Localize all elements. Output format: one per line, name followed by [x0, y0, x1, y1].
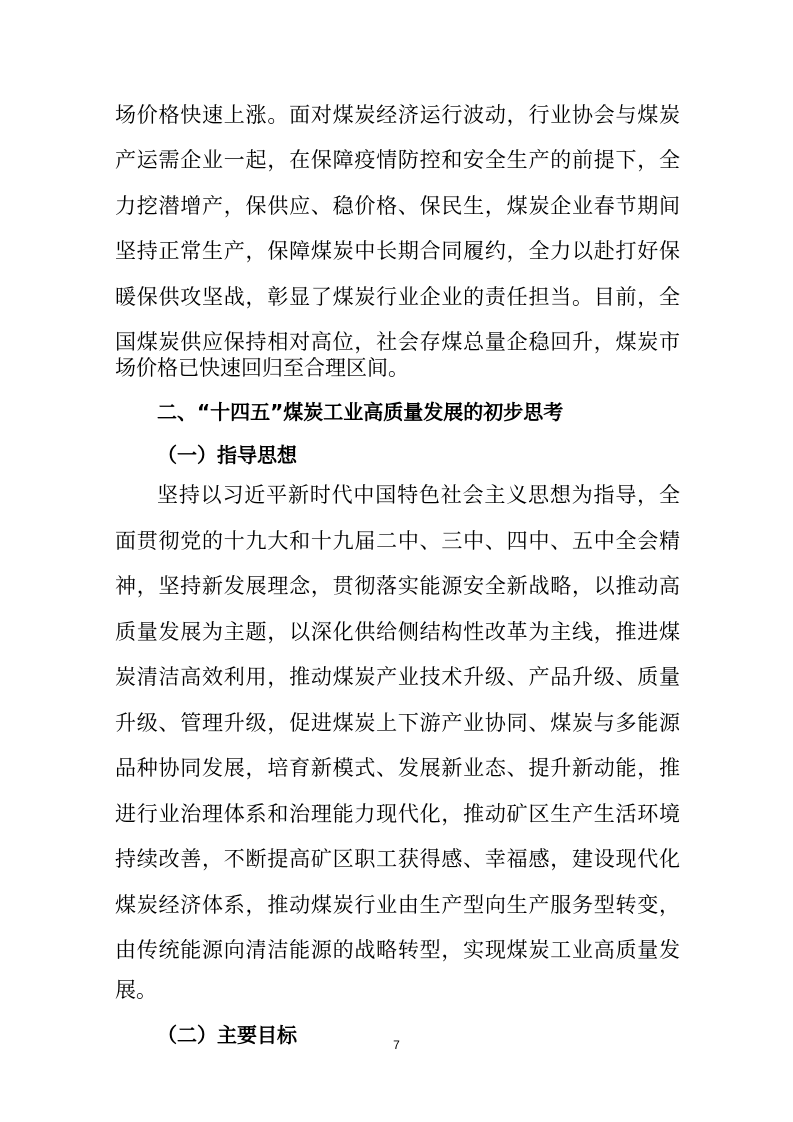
- subsection-heading: （二）主要目标: [157, 1023, 297, 1047]
- paragraph-line: 国煤炭供应保持相对高位，社会存煤总量企稳回升，煤炭市: [115, 330, 680, 354]
- paragraph-line: 坚持以习近平新时代中国特色社会主义思想为指导，全: [157, 483, 680, 507]
- paragraph-line: 场价格快速上涨。面对煤炭经济运行波动，行业协会与煤炭: [115, 103, 680, 127]
- paragraph-line: 升级、管理升级，促进煤炭上下游产业协同、煤炭与多能源: [115, 711, 680, 735]
- paragraph-line: 由传统能源向清洁能源的战略转型，实现煤炭工业高质量发: [115, 938, 680, 962]
- paragraph-line: 持续改善，不断提高矿区职工获得感、幸福感，建设现代化: [115, 847, 680, 871]
- paragraph-line: 质量发展为主题，以深化供给侧结构性改革为主线，推进煤: [115, 620, 680, 644]
- paragraph-line: 暖保供攻坚战，彰显了煤炭行业企业的责任担当。目前，全: [115, 285, 680, 309]
- paragraph-line: 力挖潜增产，保供应、稳价格、保民生，煤炭企业春节期间: [115, 194, 680, 218]
- paragraph-line: 场价格已快速回归至合理区间。: [115, 356, 409, 380]
- section-heading: 二、“十四五”煤炭工业高质量发展的初步思考: [157, 400, 564, 424]
- paragraph-line: 产运需企业一起，在保障疫情防控和安全生产的前提下，全: [115, 148, 680, 172]
- paragraph-line: 炭清洁高效利用，推动煤炭产业技术升级、产品升级、质量: [115, 665, 680, 689]
- paragraph-line: 面贯彻党的十九大和十九届二中、三中、四中、五中全会精: [115, 529, 680, 553]
- paragraph-line: 煤炭经济体系，推动煤炭行业由生产型向生产服务型转变，: [115, 893, 680, 917]
- paragraph-line: 进行业治理体系和治理能力现代化，推动矿区生产生活环境: [115, 802, 680, 826]
- paragraph-line: 展。: [115, 978, 157, 1002]
- subsection-heading: （一）指导思想: [157, 443, 297, 467]
- paragraph-line: 神，坚持新发展理念，贯彻落实能源安全新战略，以推动高: [115, 574, 680, 598]
- paragraph-line: 品种协同发展，培育新模式、发展新业态、提升新动能，推: [115, 756, 680, 780]
- page-number: 7: [393, 1038, 400, 1052]
- paragraph-line: 坚持正常生产，保障煤炭中长期合同履约，全力以赴打好保: [115, 239, 680, 263]
